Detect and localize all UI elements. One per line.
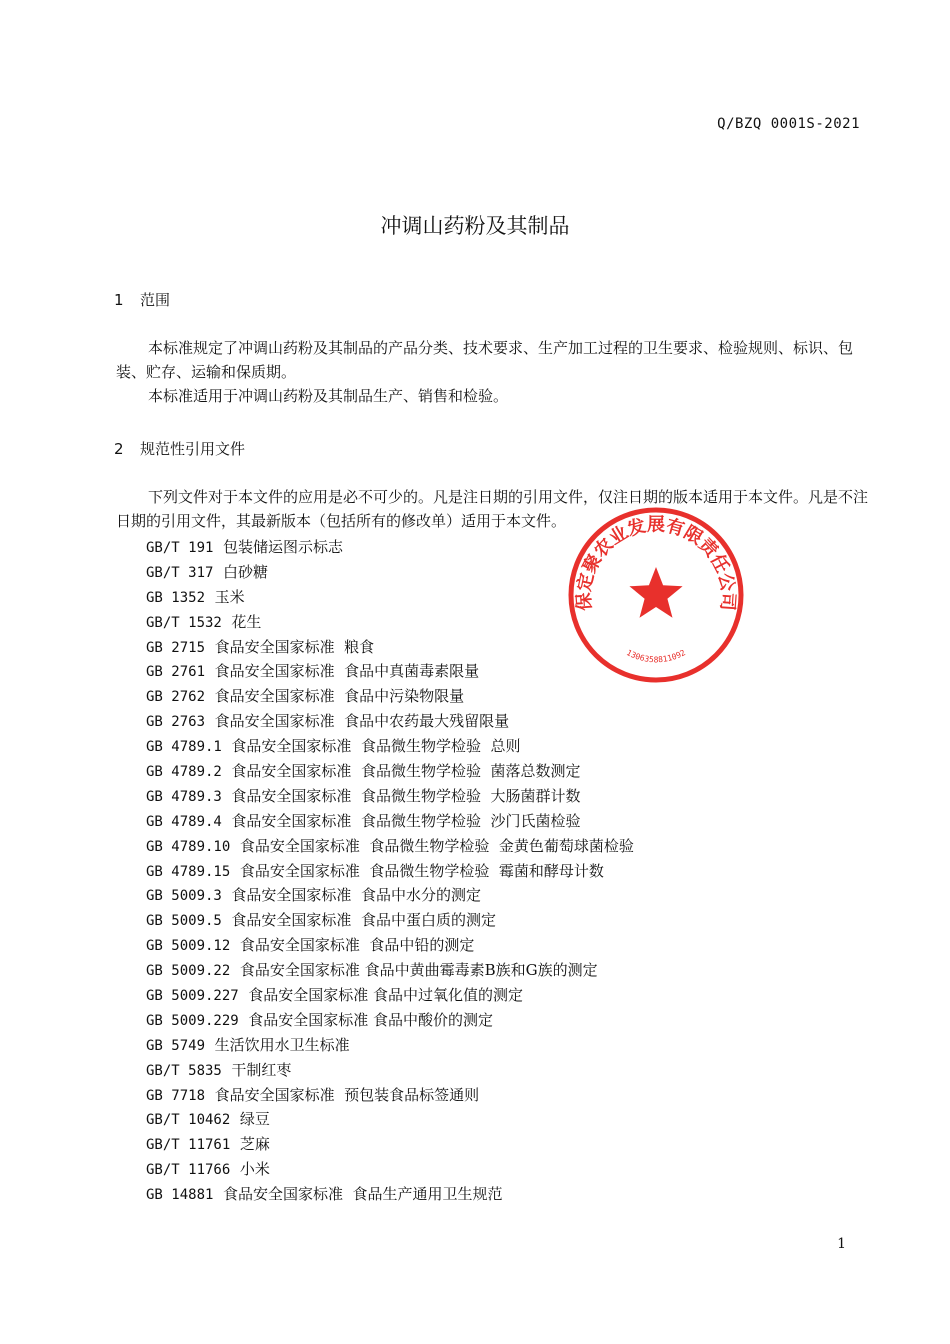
reference-item [146, 635, 634, 660]
section-heading-references [114, 438, 245, 459]
section-number: 1 [114, 291, 124, 309]
reference-code: GB 14881 [146, 1187, 214, 1204]
reference-title: 白砂糖 [222, 562, 268, 581]
reference-code: GB 2715 [146, 639, 206, 656]
reference-item [146, 585, 634, 610]
reference-code: GB 5009.5 [146, 913, 222, 930]
reference-code: GB 4789.4 [146, 813, 222, 830]
reference-title: 生活饮用水卫生标准 [214, 1035, 350, 1054]
reference-item [146, 1132, 634, 1157]
reference-code: GB 5009.229 [146, 1012, 239, 1029]
reference-title: 食品安全国家标准 食品微生物学检验 金黄色葡萄球菌检验 [239, 836, 634, 855]
reference-item [146, 734, 634, 759]
reference-title: 食品安全国家标准 食品微生物学检验 菌落总数测定 [231, 762, 581, 781]
reference-item [146, 1083, 634, 1108]
reference-title: 食品安全国家标准 食品微生物学检验 总则 [231, 737, 521, 756]
company-seal [566, 505, 746, 685]
reference-code: GB/T 317 [146, 564, 214, 581]
reference-title: 小米 [239, 1160, 270, 1179]
reference-item [146, 535, 634, 560]
reference-title: 食品安全国家标准 食品中铅的测定 [239, 936, 475, 955]
reference-item [146, 1058, 634, 1083]
reference-title: 食品安全国家标准 食品中蛋白质的测定 [231, 911, 496, 930]
reference-item [146, 983, 634, 1008]
section-number: 2 [114, 440, 124, 458]
seal-number: 1306358811092 [624, 648, 688, 665]
reference-item [146, 908, 634, 933]
reference-item [146, 709, 634, 734]
seal-text: 保定聚农业发展有限责任公司 [573, 514, 739, 612]
reference-item [146, 1033, 634, 1058]
reference-code: GB/T 1532 [146, 614, 222, 631]
reference-code: GB 7718 [146, 1087, 206, 1104]
reference-item [146, 859, 634, 884]
reference-item [146, 759, 634, 784]
reference-code: GB/T 11766 [146, 1162, 231, 1179]
reference-item [146, 1008, 634, 1033]
section-title: 规范性引用文件 [140, 440, 246, 458]
reference-code: GB 2761 [146, 664, 206, 681]
reference-code: GB 5009.3 [146, 888, 222, 905]
reference-title: 芝麻 [239, 1135, 270, 1154]
reference-title: 绿豆 [239, 1110, 270, 1129]
reference-item [146, 1182, 634, 1207]
reference-title: 包装储运图示标志 [222, 538, 343, 556]
reference-code: GB/T 11761 [146, 1137, 231, 1154]
reference-code: GB 5009.12 [146, 938, 231, 955]
scope-paragraph-2: 本标准适用于冲调山药粉及其制品生产、销售和检验。 [148, 387, 509, 405]
reference-title: 食品安全国家标准 食品中过氧化值的测定 [248, 986, 524, 1005]
reference-item [146, 784, 634, 809]
reference-code: GB 5009.22 [146, 963, 231, 980]
reference-code: GB/T 10462 [146, 1112, 231, 1129]
reference-title: 食品安全国家标准 粮食 [214, 637, 375, 656]
reference-code: GB 4789.3 [146, 788, 222, 805]
reference-item [146, 659, 634, 684]
reference-title: 食品安全国家标准 食品中污染物限量 [214, 687, 465, 706]
reference-title: 食品安全国家标准 食品微生物学检验 大肠菌群计数 [231, 786, 581, 805]
reference-title: 食品安全国家标准 食品微生物学检验 沙门氏菌检验 [231, 811, 581, 830]
reference-code: GB/T 191 [146, 540, 214, 556]
scope-paragraph-1: 本标准规定了冲调山药粉及其制品的产品分类、技术要求、生产加工过程的卫生要求、检验规则、标识、包装、贮存、运输和保质期。 [116, 339, 854, 381]
star-icon [629, 567, 682, 618]
reference-code: GB 4789.10 [146, 838, 231, 855]
document-title: 冲调山药粉及其制品 [380, 214, 570, 238]
reference-item [146, 883, 634, 908]
section-title: 范围 [140, 291, 171, 309]
reference-item [146, 933, 634, 958]
reference-code: GB 4789.15 [146, 863, 231, 880]
page-number: 1 [837, 1236, 846, 1252]
reference-title: 花生 [231, 612, 262, 631]
reference-code: GB 1352 [146, 589, 206, 606]
reference-item [146, 1107, 634, 1132]
reference-code: GB 4789.2 [146, 764, 222, 781]
reference-title: 食品安全国家标准 食品中酸价的测定 [248, 1010, 494, 1029]
reference-code: GB 2762 [146, 689, 206, 706]
reference-item [146, 958, 634, 983]
reference-code: GB 4789.1 [146, 739, 222, 756]
reference-title: 食品安全国家标准 食品中真菌毒素限量 [214, 662, 480, 681]
reference-list [146, 535, 634, 1207]
reference-item [146, 560, 634, 585]
reference-title: 干制红枣 [231, 1060, 292, 1079]
reference-item [146, 809, 634, 834]
reference-title: 食品安全国家标准 食品中水分的测定 [231, 886, 481, 905]
reference-code: GB 5749 [146, 1037, 206, 1054]
standard-code: Q/BZQ 0001S-2021 [717, 116, 860, 132]
references-paragraph: 下列文件对于本文件的应用是必不可少的。凡是注日期的引用文件，仅注日期的版本适用于本文件。凡是不注日期的引用文件，其最新版本（包括所有的修改单）适用于本文件。 [116, 488, 869, 530]
reference-item [146, 834, 634, 859]
reference-title: 玉米 [214, 587, 245, 606]
reference-code: GB 5009.227 [146, 988, 239, 1005]
reference-title: 食品安全国家标准 预包装食品标签通则 [214, 1085, 480, 1104]
reference-code: GB 2763 [146, 714, 206, 731]
reference-item [146, 1157, 634, 1182]
reference-title: 食品安全国家标准 食品中农药最大残留限量 [214, 712, 510, 731]
reference-title: 食品安全国家标准 食品生产通用卫生规范 [222, 1185, 503, 1204]
reference-title: 食品安全国家标准 食品中黄曲霉毒素B族和G族的测定 [239, 961, 598, 980]
reference-item [146, 684, 634, 709]
reference-title: 食品安全国家标准 食品微生物学检验 霉菌和酵母计数 [239, 861, 604, 880]
reference-item [146, 610, 634, 635]
reference-code: GB/T 5835 [146, 1062, 222, 1079]
section-heading-scope [114, 289, 170, 310]
